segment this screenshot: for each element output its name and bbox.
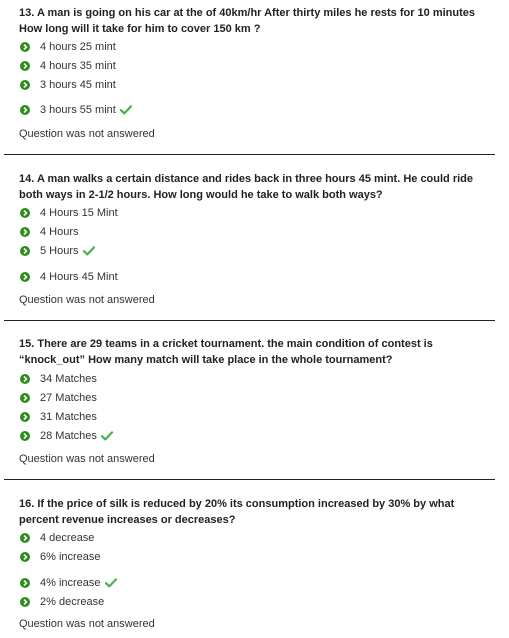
question-text: 15. There are 29 teams in a cricket tournament. the main condition of contest is “knock_out” How many match will take place in the whole tournament? xyxy=(19,338,433,366)
answer-option[interactable] xyxy=(20,410,97,424)
checkmark-icon xyxy=(83,246,95,256)
answer-option[interactable] xyxy=(20,40,116,54)
option-label: 4 decrease xyxy=(40,532,95,544)
option-label: 4 Hours 15 Mint xyxy=(40,207,118,219)
checkmark-icon xyxy=(101,431,113,441)
question-status: Question was not answered xyxy=(19,294,155,306)
question-status: Question was not answered xyxy=(19,128,155,140)
question-text: 13. A man is going on his car at the of 40km/hr After thirty miles he rests for 10 minutes How long will it take for him to cover 150 km ? xyxy=(19,7,476,35)
divider xyxy=(4,320,495,321)
answer-option[interactable] xyxy=(20,270,118,284)
question-status: Question was not answered xyxy=(19,453,155,465)
question-text: 16. If the price of silk is reduced by 20% its consumption increased by 30% by what percent revenue increases or decreases? xyxy=(19,498,455,526)
option-label: 4 hours 35 mint xyxy=(40,60,116,72)
answer-option[interactable] xyxy=(20,531,94,545)
checkmark-icon xyxy=(120,105,132,115)
option-label: 6% increase xyxy=(40,551,101,563)
divider xyxy=(4,479,495,480)
option-label: 27 Matches xyxy=(40,392,97,404)
question-text: 14. A man walks a certain distance and rides back in three hours 45 mint. He could ride both ways in 2-1/2 hours. How long would he take to walk both ways? xyxy=(19,173,474,201)
answer-option[interactable] xyxy=(20,206,118,220)
answer-option[interactable] xyxy=(20,59,116,73)
answer-option[interactable] xyxy=(20,78,116,92)
checkmark-icon xyxy=(105,578,117,588)
chevron-right-circle-icon xyxy=(20,374,30,384)
chevron-right-circle-icon xyxy=(20,431,30,441)
answer-option[interactable] xyxy=(20,372,97,386)
question-status: Question was not answered xyxy=(19,618,155,630)
chevron-right-circle-icon xyxy=(20,272,30,282)
chevron-right-circle-icon xyxy=(20,533,30,543)
chevron-right-circle-icon xyxy=(20,393,30,403)
chevron-right-circle-icon xyxy=(20,246,30,256)
option-label: 4% increase xyxy=(40,577,101,589)
chevron-right-circle-icon xyxy=(20,552,30,562)
chevron-right-circle-icon xyxy=(20,105,30,115)
answer-option[interactable] xyxy=(20,595,104,609)
answer-option-correct[interactable] xyxy=(20,429,113,443)
option-label: 3 hours 55 mint xyxy=(40,104,116,116)
answer-option-correct[interactable] xyxy=(20,244,95,258)
answer-option[interactable] xyxy=(20,225,79,239)
option-label: 31 Matches xyxy=(40,411,97,423)
chevron-right-circle-icon xyxy=(20,597,30,607)
divider xyxy=(4,154,495,155)
option-label: 2% decrease xyxy=(40,596,105,608)
answer-option-correct[interactable] xyxy=(20,103,132,117)
option-label: 3 hours 45 mint xyxy=(40,79,116,91)
chevron-right-circle-icon xyxy=(20,61,30,71)
option-label: 4 hours 25 mint xyxy=(40,41,116,53)
option-label: 4 Hours 45 Mint xyxy=(40,271,118,283)
chevron-right-circle-icon xyxy=(20,80,30,90)
option-label: 34 Matches xyxy=(40,373,97,385)
answer-option-correct[interactable] xyxy=(20,576,117,590)
option-label: 28 Matches xyxy=(40,430,97,442)
answer-option[interactable] xyxy=(20,550,101,564)
chevron-right-circle-icon xyxy=(20,42,30,52)
answer-option[interactable] xyxy=(20,391,97,405)
chevron-right-circle-icon xyxy=(20,208,30,218)
chevron-right-circle-icon xyxy=(20,578,30,588)
option-label: 5 Hours xyxy=(40,245,79,257)
chevron-right-circle-icon xyxy=(20,227,30,237)
chevron-right-circle-icon xyxy=(20,412,30,422)
option-label: 4 Hours xyxy=(40,226,79,238)
